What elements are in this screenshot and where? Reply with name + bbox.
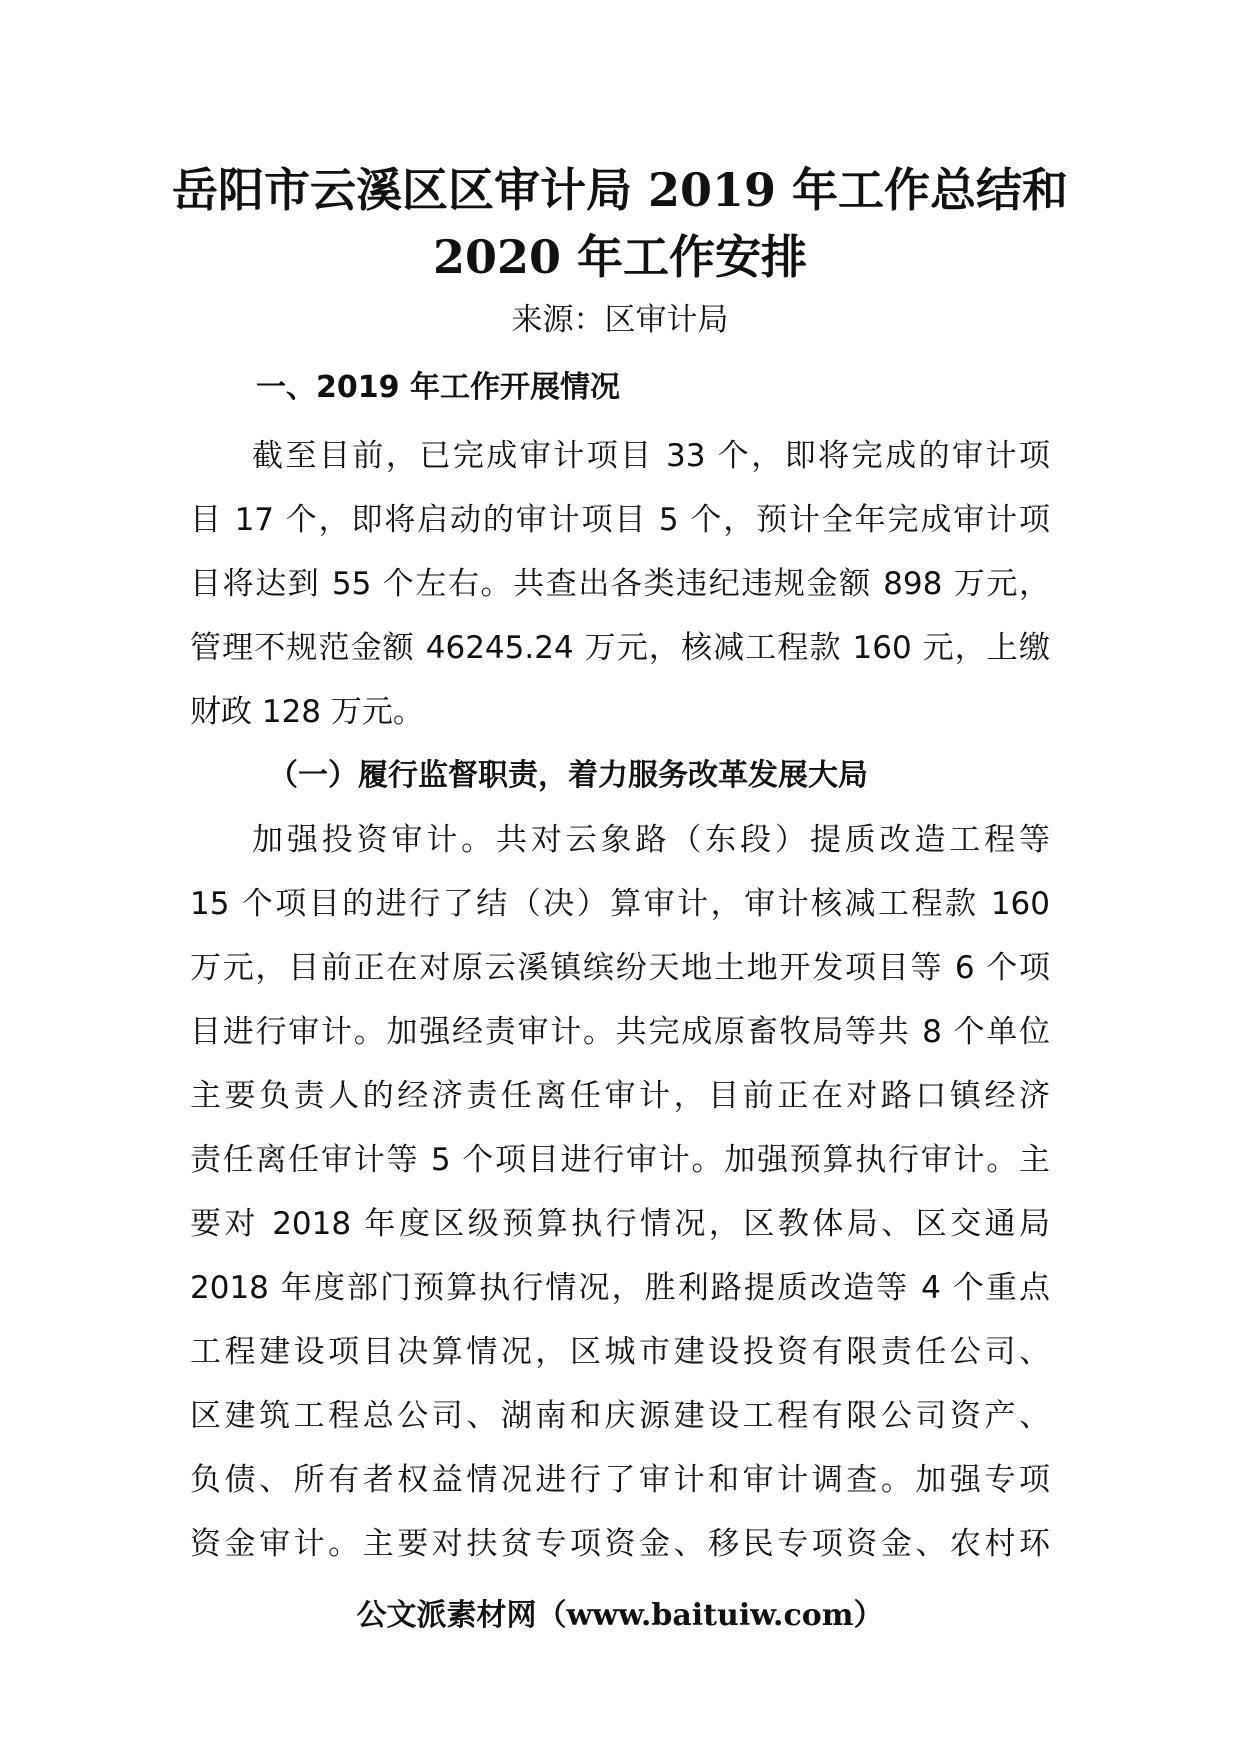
- paragraph-line: 2018 年度部门预算执行情况，胜利路提质改造等 4 个重点: [190, 1270, 1050, 1306]
- subsection-heading-supervision: （一）履行监督职责，着力服务改革发展大局: [268, 758, 868, 793]
- paragraph-line: 主要负责人的经济责任离任审计，目前正在对路口镇经济: [190, 1078, 1050, 1114]
- paragraph-line: 目将达到 55 个左右。共查出各类违纪违规金额 898 万元，: [190, 566, 1050, 602]
- paragraph-line: 工程建设项目决算情况，区城市建设投资有限责任公司、: [190, 1334, 1050, 1370]
- paragraph-line: 负债、所有者权益情况进行了审计和审计调查。加强专项: [190, 1462, 1050, 1498]
- document-title-line-2: 2020 年工作安排: [432, 230, 808, 284]
- paragraph-line: 15 个项目的进行了结（决）算审计，审计核减工程款 160: [190, 886, 1050, 922]
- subsection1-paragraph: [190, 808, 1050, 1576]
- paragraph-line: 要对 2018 年度区级预算执行情况，区教体局、区交通局: [190, 1206, 1050, 1242]
- paragraph-line: 资金审计。主要对扶贫专项资金、移民专项资金、农村环: [190, 1526, 1050, 1562]
- paragraph-line: 目 17 个，即将启动的审计项目 5 个，预计全年完成审计项: [190, 502, 1050, 538]
- paragraph-line: 责任离任审计等 5 个项目进行审计。加强预算执行审计。主: [190, 1142, 1050, 1178]
- paragraph-line: 万元，目前正在对原云溪镇缤纷天地土地开发项目等 6 个项: [190, 950, 1050, 986]
- paragraph-line: 区建筑工程总公司、湖南和庆源建设工程有限公司资产、: [190, 1398, 1050, 1434]
- section-heading-2019-work: 一、2019 年工作开展情况: [256, 370, 620, 405]
- paragraph-line: 财政 128 万元。: [190, 694, 424, 730]
- paragraph-line: 加强投资审计。共对云象路（东段）提质改造工程等: [252, 822, 1050, 858]
- document-source: 来源：区审计局: [511, 302, 729, 338]
- paragraph-line: 管理不规范金额 46245.24 万元，核减工程款 160 元，上缴: [190, 630, 1050, 666]
- footer-watermark-text: 公文派素材网（www.baituiw.com）: [356, 1598, 884, 1633]
- document-title-line-1: 岳阳市云溪区区审计局 2019 年工作总结和: [171, 163, 1069, 217]
- paragraph-line: 截至目前，已完成审计项目 33 个，即将完成的审计项: [252, 438, 1050, 474]
- paragraph-line: 目进行审计。加强经责审计。共完成原畜牧局等共 8 个单位: [190, 1014, 1050, 1050]
- section1-paragraph: [190, 424, 1050, 744]
